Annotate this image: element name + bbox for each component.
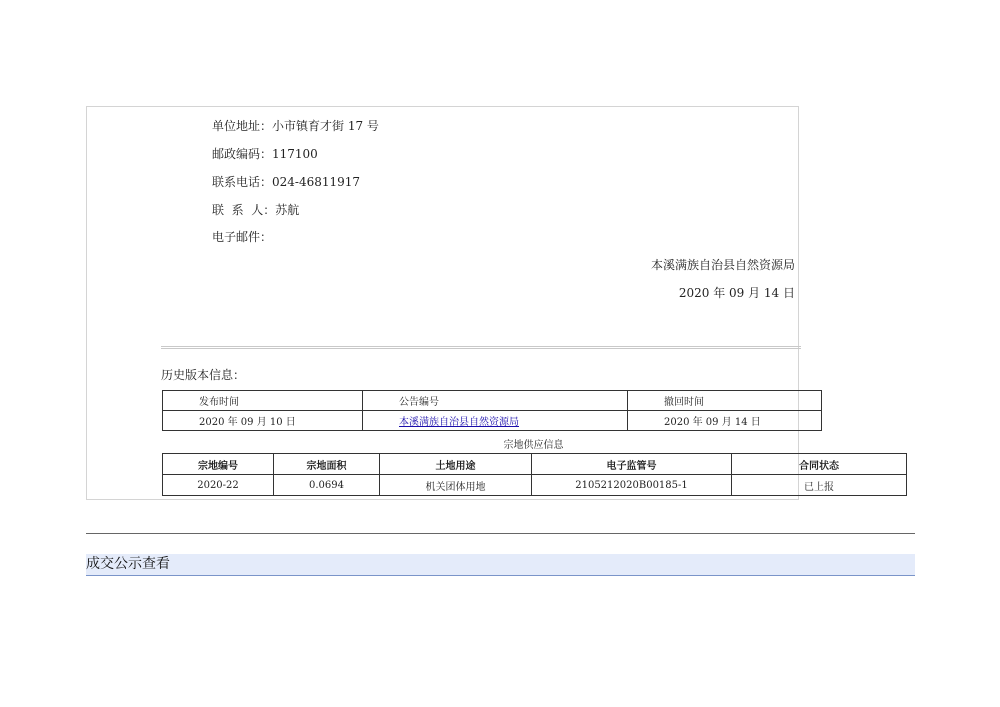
notice-frame xyxy=(86,106,839,500)
contact-person-line: 联 系 人：苏航 xyxy=(212,203,300,217)
header-publish-time: 发布时间 xyxy=(163,391,363,411)
issuing-org: 本溪满族自治县自然资源局 xyxy=(650,258,795,272)
header-parcel-number: 宗地编号 xyxy=(163,454,274,475)
header-withdraw-time: 撤回时间 xyxy=(628,391,822,411)
phone-line: 联系电话：024-46811917 xyxy=(212,175,361,189)
email-line: 电子邮件： xyxy=(212,230,273,244)
history-title: 历史版本信息： xyxy=(161,368,246,382)
history-header-row xyxy=(163,391,822,411)
contract-status-cell: 已上报 xyxy=(732,475,907,496)
postcode-line: 邮政编码：117100 xyxy=(212,147,318,161)
supervision-number-cell: 2105212020B00185-1 xyxy=(532,475,732,496)
supply-data-row xyxy=(163,475,907,496)
publish-time-cell: 2020 年 09 月 10 日 xyxy=(163,411,363,431)
withdraw-time-cell: 2020 年 09 月 14 日 xyxy=(628,411,822,431)
supply-table xyxy=(162,453,907,496)
header-supervision-number: 电子监管号 xyxy=(532,454,732,475)
header-parcel-area: 宗地面积 xyxy=(274,454,380,475)
supply-caption: 宗地供应信息 xyxy=(503,440,564,451)
page-rule xyxy=(86,533,915,534)
header-contract-status: 合同状态 xyxy=(732,454,907,475)
header-notice-number: 公告编号 xyxy=(363,391,628,411)
land-use-cell: 机关团体用地 xyxy=(380,475,532,496)
deal-announcement-title: 成交公示查看 xyxy=(86,556,170,572)
section-divider xyxy=(161,346,801,349)
issue-date: 2020 年 09 月 14 日 xyxy=(678,286,795,300)
deal-announcement-header[interactable] xyxy=(86,554,915,576)
parcel-area-cell: 0.0694 xyxy=(274,475,380,496)
notice-link[interactable]: 本溪满族自治县自然资源局 xyxy=(399,417,519,428)
notice-number-cell xyxy=(363,411,628,431)
history-data-row xyxy=(163,411,822,431)
header-land-use: 土地用途 xyxy=(380,454,532,475)
parcel-number-cell: 2020-22 xyxy=(163,475,274,496)
supply-header-row xyxy=(163,454,907,475)
history-table xyxy=(162,390,822,431)
address-line: 单位地址：小市镇育才街 17 号 xyxy=(212,119,379,133)
